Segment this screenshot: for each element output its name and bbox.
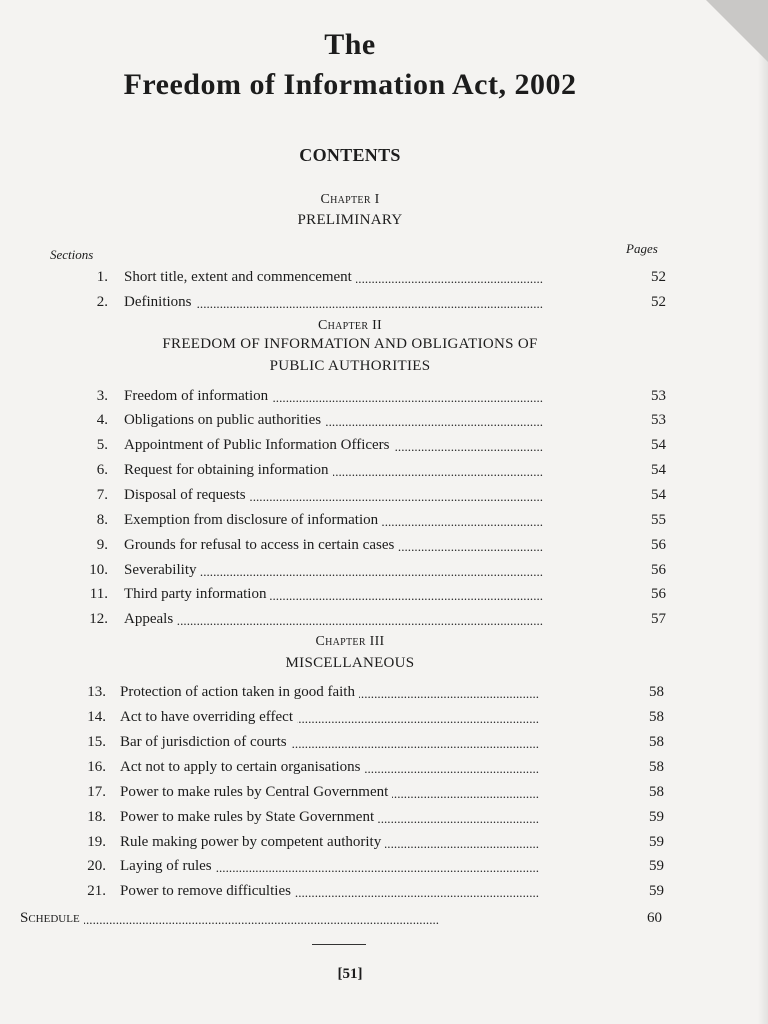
section-page: 59 — [649, 834, 664, 850]
toc-row — [0, 883, 700, 905]
section-page: 52 — [651, 294, 666, 310]
title-line-2: Freedom of Information Act, 2002 — [123, 68, 577, 101]
section-number: 2. — [96, 294, 108, 310]
section-page: 58 — [649, 784, 664, 800]
section-page: 58 — [649, 684, 664, 700]
section-title: Rule making power by competent authority . . . — [120, 834, 608, 851]
sections-column-header: Sections — [50, 247, 94, 262]
section-title: Power to remove difficulties . . . — [120, 883, 608, 900]
chapter-3-label: Chapter III — [315, 634, 385, 649]
chapter-3-title: MISCELLANEOUS — [285, 655, 415, 671]
section-number: 14. — [87, 709, 106, 725]
section-number: 1. — [96, 269, 108, 285]
section-page: 55 — [651, 512, 666, 528]
toc-row — [0, 586, 700, 608]
toc-row — [0, 537, 700, 559]
section-title: Short title, extent and commencement . . . — [124, 269, 608, 286]
chapter-1-label: Chapter I — [320, 192, 380, 207]
toc-row — [0, 388, 700, 410]
section-title: Act not to apply to certain organisations . . . — [120, 759, 608, 776]
section-number: 18. — [87, 809, 106, 825]
section-page: 56 — [651, 537, 666, 553]
section-page: 58 — [649, 759, 664, 775]
section-number: 12. — [89, 611, 108, 627]
section-title: Definitions . . . — [124, 294, 608, 311]
section-page: 54 — [651, 487, 666, 503]
section-number: 6. — [96, 462, 108, 478]
chapter-1-title: PRELIMINARY — [297, 212, 403, 228]
footer-rule — [312, 944, 366, 945]
section-title: Laying of rules . . . — [120, 858, 608, 875]
toc-row — [0, 759, 700, 781]
section-number: 13. — [87, 684, 106, 700]
section-title: Disposal of requests . . . — [124, 487, 608, 504]
section-number: 8. — [96, 512, 108, 528]
section-title: Third party information . . . — [124, 586, 608, 603]
section-number: 17. — [87, 784, 106, 800]
section-number: 9. — [96, 537, 108, 553]
section-page: 54 — [651, 462, 666, 478]
section-number: 3. — [96, 388, 108, 404]
section-page: 52 — [651, 269, 666, 285]
section-number: 5. — [96, 437, 108, 453]
toc-row — [0, 684, 700, 706]
section-number: 19. — [87, 834, 106, 850]
section-title: Freedom of information . . . — [124, 388, 608, 405]
toc-row — [0, 611, 700, 633]
section-title: Grounds for refusal to access in certain cases . . . — [124, 537, 608, 554]
schedule-row — [0, 910, 700, 932]
pages-column-header: Pages — [626, 241, 658, 256]
section-page: 56 — [651, 562, 666, 578]
toc-row — [0, 462, 700, 484]
section-page: 53 — [651, 388, 666, 404]
section-page: 58 — [649, 709, 664, 725]
section-number: 10. — [89, 562, 108, 578]
section-page: 59 — [649, 858, 664, 874]
section-title: Act to have overriding effect . . . — [120, 709, 608, 726]
toc-row — [0, 784, 700, 806]
section-title: Appointment of Public Information Officers . . . — [124, 437, 608, 454]
page-number: [51] — [337, 966, 363, 982]
section-number: 21. — [87, 883, 106, 899]
schedule-page: 60 — [647, 910, 662, 926]
section-title: Appeals . . . — [124, 611, 608, 628]
section-page: 54 — [651, 437, 666, 453]
section-page: 58 — [649, 734, 664, 750]
toc-row — [0, 412, 700, 434]
chapter-2-title-line-1: FREEDOM OF INFORMATION AND OBLIGATIONS OF — [162, 336, 538, 352]
chapter-2-label: Chapter II — [317, 318, 383, 333]
toc-row — [0, 269, 700, 291]
toc-row — [0, 512, 700, 534]
section-page: 57 — [651, 611, 666, 627]
toc-row — [0, 834, 700, 856]
page-edge-shadow — [758, 0, 768, 1024]
toc-row — [0, 709, 700, 731]
section-title: Protection of action taken in good faith . . . — [120, 684, 608, 701]
contents-heading: CONTENTS — [299, 145, 401, 165]
toc-row — [0, 294, 700, 316]
section-page: 59 — [649, 809, 664, 825]
toc-row — [0, 437, 700, 459]
section-number: 11. — [89, 586, 108, 602]
section-page: 53 — [651, 412, 666, 428]
toc-row — [0, 858, 700, 880]
chapter-2-title-line-2: PUBLIC AUTHORITIES — [269, 358, 431, 374]
section-title: Power to make rules by State Government . . . — [120, 809, 608, 826]
section-title: Severability . . . — [124, 562, 608, 579]
section-number: 20. — [87, 858, 106, 874]
section-title: Bar of jurisdiction of courts . . . — [120, 734, 608, 751]
toc-row — [0, 734, 700, 756]
section-page: 56 — [651, 586, 666, 602]
schedule-label: Schedule . . . — [20, 910, 608, 927]
toc-row — [0, 487, 700, 509]
section-page: 59 — [649, 883, 664, 899]
section-title: Power to make rules by Central Government . . . — [120, 784, 608, 801]
section-number: 15. — [87, 734, 106, 750]
section-number: 16. — [87, 759, 106, 775]
section-number: 7. — [96, 487, 108, 503]
section-title: Obligations on public authorities . . . — [124, 412, 608, 429]
toc-row — [0, 809, 700, 831]
section-title: Exemption from disclosure of information . . . — [124, 512, 608, 529]
section-number: 4. — [96, 412, 108, 428]
toc-row — [0, 562, 700, 584]
section-title: Request for obtaining information . . . — [124, 462, 608, 479]
title-line-1: The — [324, 28, 376, 61]
page-corner — [706, 0, 768, 62]
